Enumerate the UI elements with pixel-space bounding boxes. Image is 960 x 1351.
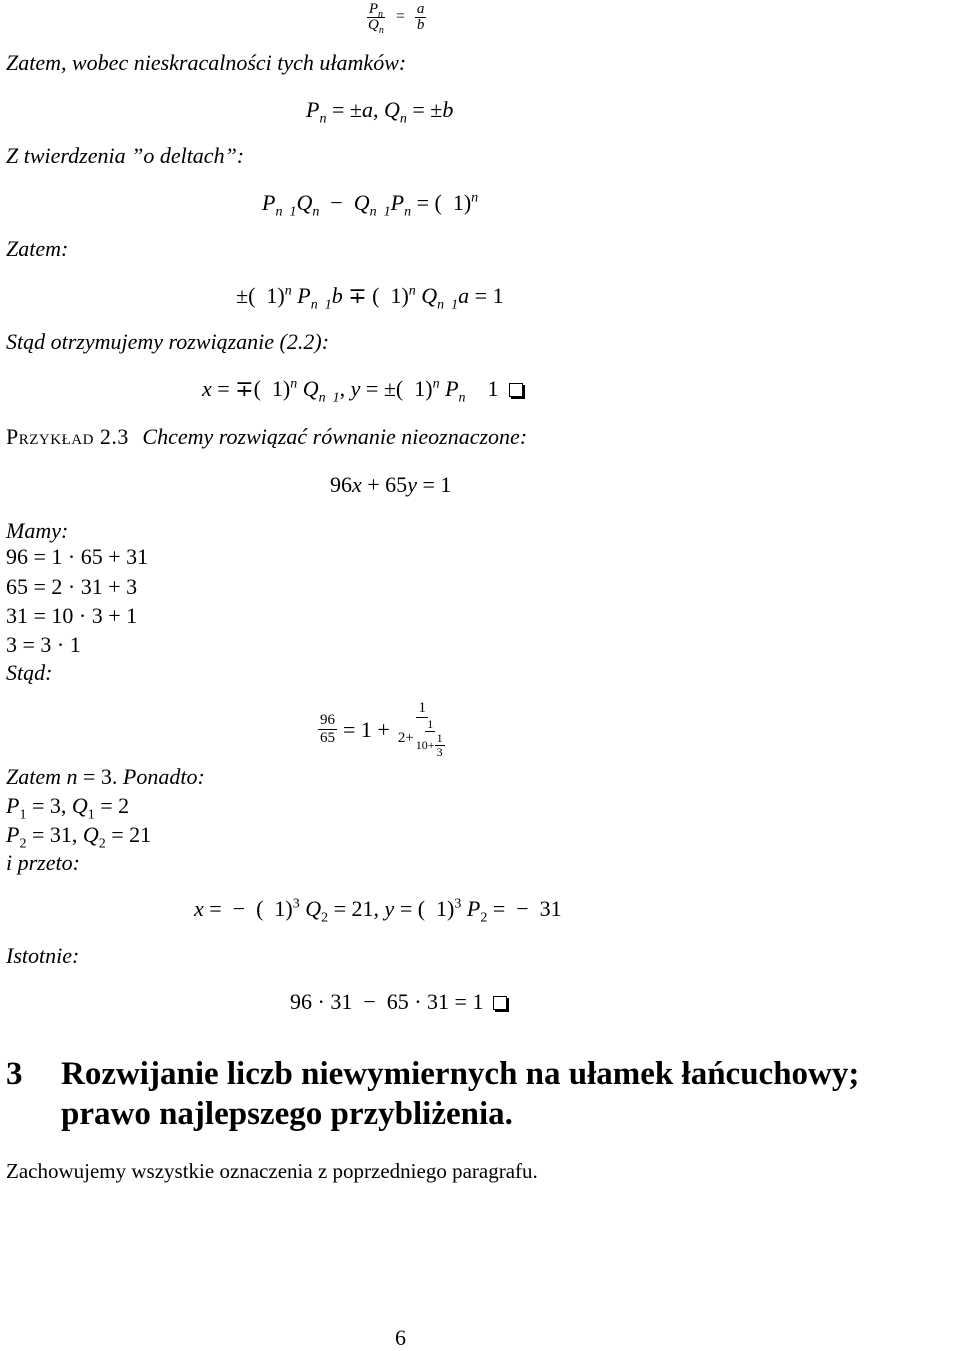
euclid-step-2: 65 = 2 · 31 + 3 bbox=[6, 574, 138, 599]
paragraph-text: Zachowujemy wszystkie oznaczenia z poprzedniego paragrafu. bbox=[6, 1159, 538, 1183]
equation-check: 96 · 31 − 65 · 31 = 1 bbox=[290, 989, 507, 1015]
cf-one-c: 1 bbox=[436, 731, 443, 745]
example-heading bbox=[6, 424, 527, 450]
equation-delta: $P_{n 1}Q_n - Q_{n 1}P_n$ = ( 1)$^n$ bbox=[262, 190, 479, 220]
section-title-line2: prawo najlepszego przybliżenia. bbox=[61, 1096, 513, 1132]
section-title-line1: Rozwijanie liczb niewymiernych na ułamek łańcuchowy; bbox=[61, 1056, 860, 1092]
top-fraction-equation: $\frac{P_n}{Q_n}$ = $\frac{a}{b}$ bbox=[368, 1, 425, 36]
irreducibility-text: Zatem, wobec nieskracalności tych ułamków: bbox=[6, 50, 407, 75]
zatem-n-text: Zatem n = 3. Ponadto: bbox=[6, 764, 205, 789]
euclid-step-3: 31 = 10 · 3 + 1 bbox=[6, 603, 138, 628]
convergent-1: $P_1 = 3$, $Q_1 = 2$ bbox=[6, 793, 130, 823]
continued-fraction bbox=[318, 700, 449, 759]
euclid-step-4: 3 = 3 · 1 bbox=[6, 632, 81, 657]
equation-zatem: ±( 1)$^n$ $P_{n 1}b$ ∓ ( 1)$^n$ $Q_{n 1}a = 1$ bbox=[236, 283, 504, 313]
example-text: Chcemy rozwiązać równanie nieoznaczone: bbox=[142, 424, 528, 449]
solution-text: Stąd otrzymujemy rozwiązanie (2.2): bbox=[6, 329, 330, 354]
equation-final: x = − ( 1)$^3$ $Q_2 = 21$, y = ( 1)$^3$ $P_2$ = − 31 bbox=[194, 896, 562, 926]
stad-text: Stąd: bbox=[6, 660, 53, 685]
euclid-step-1: 96 = 1 · 65 + 31 bbox=[6, 544, 149, 569]
mamy-text: Mamy: bbox=[6, 518, 69, 543]
istotnie-text: Istotnie: bbox=[6, 943, 80, 968]
section-heading bbox=[6, 1054, 859, 1134]
cf-numerator: 96 bbox=[320, 712, 335, 728]
cf-two-plus: 2+ bbox=[397, 730, 414, 746]
cf-ten-plus: 10+ bbox=[415, 738, 435, 752]
zatem-text: Zatem: bbox=[6, 236, 69, 261]
page-number: 6 bbox=[395, 1325, 406, 1350]
cf-three: 3 bbox=[436, 745, 443, 759]
example-label: Przykład 2.3 bbox=[6, 424, 129, 449]
section-number: 3 bbox=[6, 1056, 23, 1092]
qed-box-icon bbox=[509, 383, 523, 397]
cf-denominator: 65 bbox=[320, 730, 335, 746]
equation-diophantine: 96x + 65y = 1 bbox=[330, 472, 452, 497]
equation-solution: x = ∓( 1)$^n$ $Q_{n 1}$, y = ±( 1)$^n$ $P_n$ 1 bbox=[202, 376, 523, 402]
convergent-2: $P_2 = 31$, $Q_2 = 21$ bbox=[6, 822, 152, 852]
deltas-text: Z twierdzenia ”o deltach”: bbox=[6, 143, 245, 168]
equation-pq: $P_n = \pm a$, $Q_n = \pm b$ bbox=[306, 97, 454, 127]
i-przeto-text: i przeto: bbox=[6, 850, 80, 875]
cf-one-b: 1 bbox=[427, 717, 434, 731]
cf-rest: = 1 + bbox=[343, 716, 390, 742]
qed-box-icon-2 bbox=[493, 996, 507, 1010]
cf-one-a: 1 bbox=[418, 700, 426, 716]
